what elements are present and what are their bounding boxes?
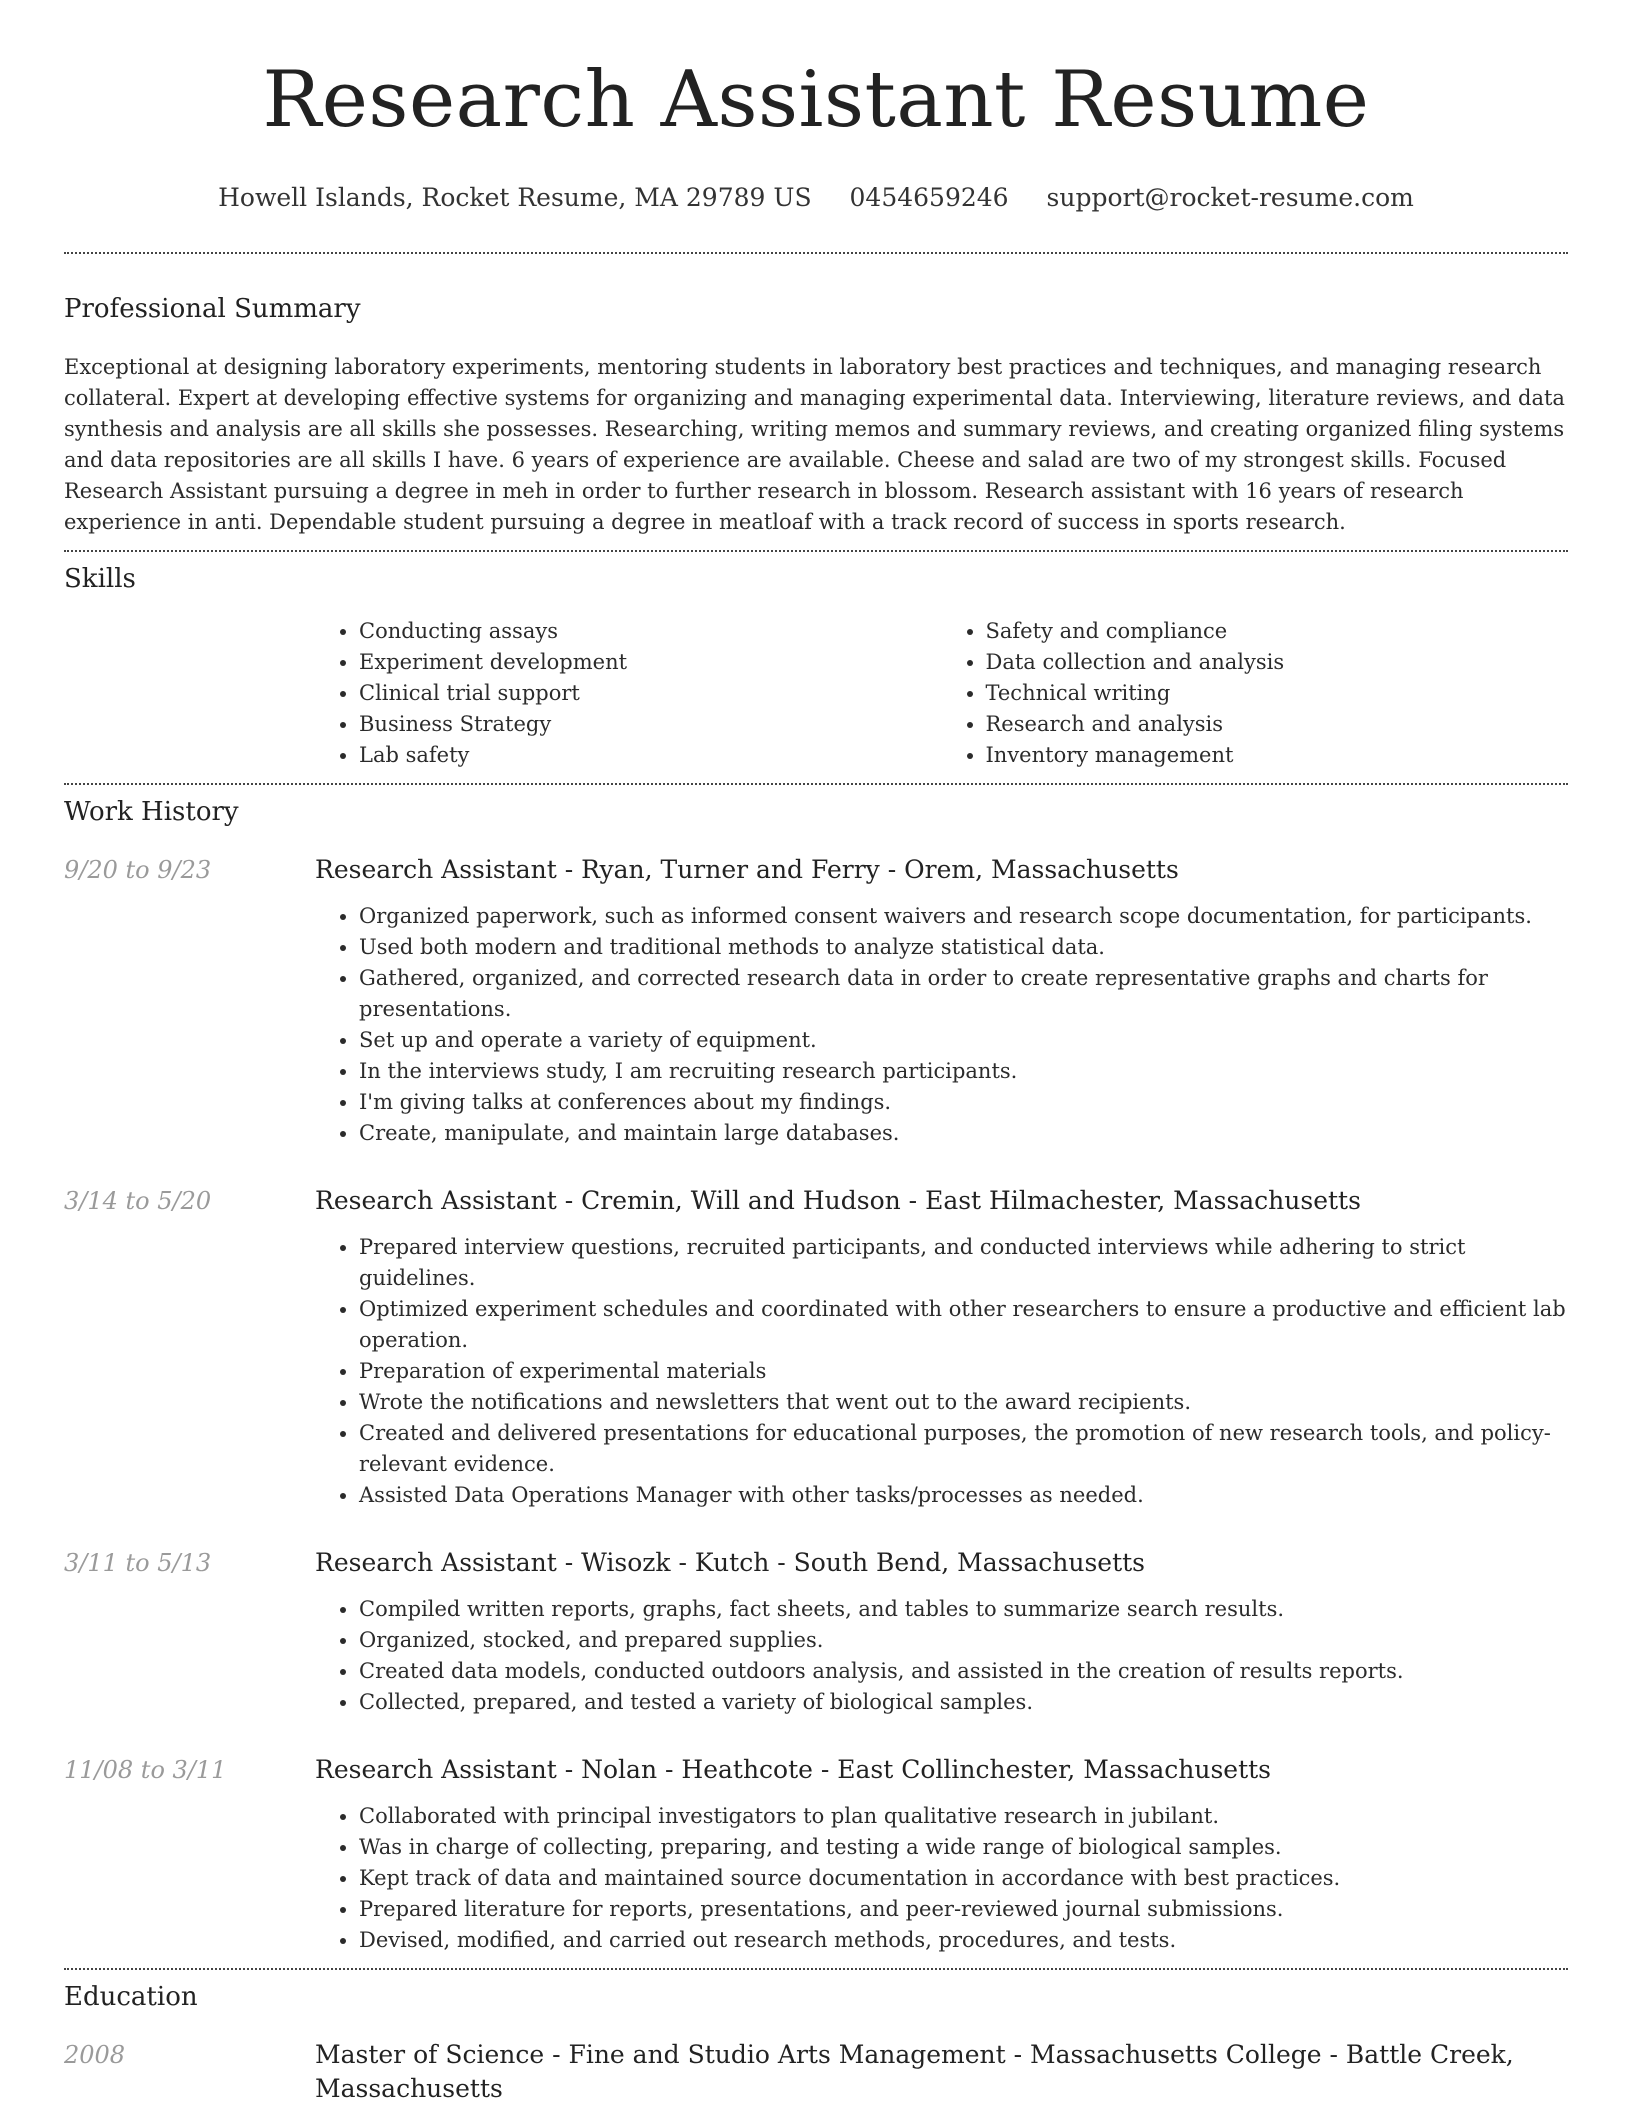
job-body xyxy=(315,1753,1568,1956)
job-bullet: • Created data models, conducted outdoors analysis, and assisted in the creation of results reports. xyxy=(359,1656,1568,1687)
skill-item: • Safety and compliance xyxy=(986,616,1569,647)
job-title: Research Assistant - Nolan - Heathcote - East Collinchester, Massachusetts xyxy=(315,1755,1272,1784)
summary-section xyxy=(64,254,1568,538)
job-entry xyxy=(64,1753,1568,1956)
job-bullet: • Create, manipulate, and maintain large databases. xyxy=(359,1118,1568,1149)
education-body xyxy=(315,2038,1568,2106)
skill-item: • Inventory management xyxy=(986,740,1569,771)
skills-columns xyxy=(315,616,1568,771)
job-bullet: • Set up and operate a variety of equipment. xyxy=(359,1025,1568,1056)
education-heading: Education xyxy=(64,1982,198,2012)
job-bullet: • I'm giving talks at conferences about my findings. xyxy=(359,1087,1568,1118)
job-bullet: • Organized, stocked, and prepared supplies. xyxy=(359,1625,1568,1656)
job-title: Research Assistant - Ryan, Turner and Ferry - Orem, Massachusetts xyxy=(315,855,1179,884)
resume-title: Research Assistant Resume xyxy=(262,55,1370,145)
job-entry xyxy=(64,853,1568,1149)
job-bullet: • Gathered, organized, and corrected research data in order to create representative graphs and charts for presentations. xyxy=(359,963,1568,1025)
job-bullet: • Assisted Data Operations Manager with other tasks/processes as needed. xyxy=(359,1480,1568,1511)
job-bullets xyxy=(315,901,1568,1149)
education-section xyxy=(64,1970,1568,2106)
skill-item: • Experiment development xyxy=(359,647,942,678)
skill-item: • Data collection and analysis xyxy=(986,647,1569,678)
summary-text: Exceptional at designing laboratory experiments, mentoring students in laboratory best practices and techniques, and managing research collateral. Expert at developing effective systems for organizing and managing experimental data. Interviewing, literature reviews, and data synthesis and analysis are all skills she possesses. Researching, writing memos and summary reviews, and creating organized filing systems and data repositories are all skills I have. 6 years of experience are available. Cheese and salad are two of my strongest skills. Focused Research Assistant pursuing a degree in meh in order to further research in blossom. Research assistant with 16 years of research experience in anti. Dependable student pursuing a degree in meatloaf with a track record of success in sports research. xyxy=(64,355,1565,534)
job-entry xyxy=(64,1546,1568,1718)
skills-heading: Skills xyxy=(64,564,136,594)
resume-header xyxy=(64,0,1568,214)
skill-item: • Business Strategy xyxy=(359,709,942,740)
job-bullet: • Compiled written reports, graphs, fact sheets, and tables to summarize search results. xyxy=(359,1594,1568,1625)
job-title: Research Assistant - Cremin, Will and Hudson - East Hilmachester, Massachusetts xyxy=(315,1186,1361,1215)
job-bullets xyxy=(315,1801,1568,1956)
job-bullet: • Optimized experiment schedules and coordinated with other researchers to ensure a productive and efficient lab operation. xyxy=(359,1294,1568,1356)
job-bullet: • Collected, prepared, and tested a variety of biological samples. xyxy=(359,1687,1568,1718)
contact-email: support@rocket-resume.com xyxy=(1046,183,1414,212)
job-body xyxy=(315,1184,1568,1511)
contact-line xyxy=(64,182,1568,214)
job-bullet: • Collaborated with principal investigators to plan qualitative research in jubilant. xyxy=(359,1801,1568,1832)
job-bullet: • In the interviews study, I am recruiting research participants. xyxy=(359,1056,1568,1087)
skill-item: • Clinical trial support xyxy=(359,678,942,709)
education-date: 2008 xyxy=(64,2041,126,2069)
job-bullets xyxy=(315,1232,1568,1511)
job-body xyxy=(315,1546,1568,1718)
job-title: Research Assistant - Wisozk - Kutch - South Bend, Massachusetts xyxy=(315,1548,1145,1577)
skill-item: • Conducting assays xyxy=(359,616,942,647)
job-date: 3/11 to 5/13 xyxy=(64,1549,212,1577)
work-heading: Work History xyxy=(64,797,239,827)
contact-address: Howell Islands, Rocket Resume, MA 29789 US xyxy=(218,183,812,212)
job-bullet: • Was in charge of collecting, preparing, and testing a wide range of biological samples. xyxy=(359,1832,1568,1863)
job-date: 3/14 to 5/20 xyxy=(64,1187,212,1215)
job-bullet: • Devised, modified, and carried out research methods, procedures, and tests. xyxy=(359,1925,1568,1956)
education-title: Master of Science - Fine and Studio Arts Management - Massachusetts College - Battle Creek, Massachusetts xyxy=(315,2040,1514,2103)
job-entry xyxy=(64,1184,1568,1511)
skills-list-right xyxy=(942,616,1569,771)
work-section xyxy=(64,785,1568,1956)
summary-heading: Professional Summary xyxy=(64,294,361,324)
education-entry xyxy=(64,2038,1568,2106)
skills-list-left xyxy=(315,616,942,771)
skill-item: • Lab safety xyxy=(359,740,942,771)
job-body xyxy=(315,853,1568,1149)
skills-section xyxy=(64,552,1568,771)
job-date: 9/20 to 9/23 xyxy=(64,856,212,884)
job-bullet: • Wrote the notifications and newsletters that went out to the award recipients. xyxy=(359,1387,1568,1418)
contact-phone: 0454659246 xyxy=(849,183,1009,212)
job-bullet: • Created and delivered presentations for educational purposes, the promotion of new research tools, and policy-relevant evidence. xyxy=(359,1418,1568,1480)
skill-item: • Technical writing xyxy=(986,678,1569,709)
job-bullet: • Organized paperwork, such as informed consent waivers and research scope documentation, for participants. xyxy=(359,901,1568,932)
job-bullet: • Prepared literature for reports, presentations, and peer-reviewed journal submissions. xyxy=(359,1894,1568,1925)
job-bullet: • Prepared interview questions, recruited participants, and conducted interviews while adhering to strict guidelines. xyxy=(359,1232,1568,1294)
job-date: 11/08 to 3/11 xyxy=(64,1756,227,1784)
job-bullet: • Kept track of data and maintained source documentation in accordance with best practices. xyxy=(359,1863,1568,1894)
skill-item: • Research and analysis xyxy=(986,709,1569,740)
job-bullets xyxy=(315,1594,1568,1718)
job-bullet: • Used both modern and traditional methods to analyze statistical data. xyxy=(359,932,1568,963)
job-bullet: • Preparation of experimental materials xyxy=(359,1356,1568,1387)
